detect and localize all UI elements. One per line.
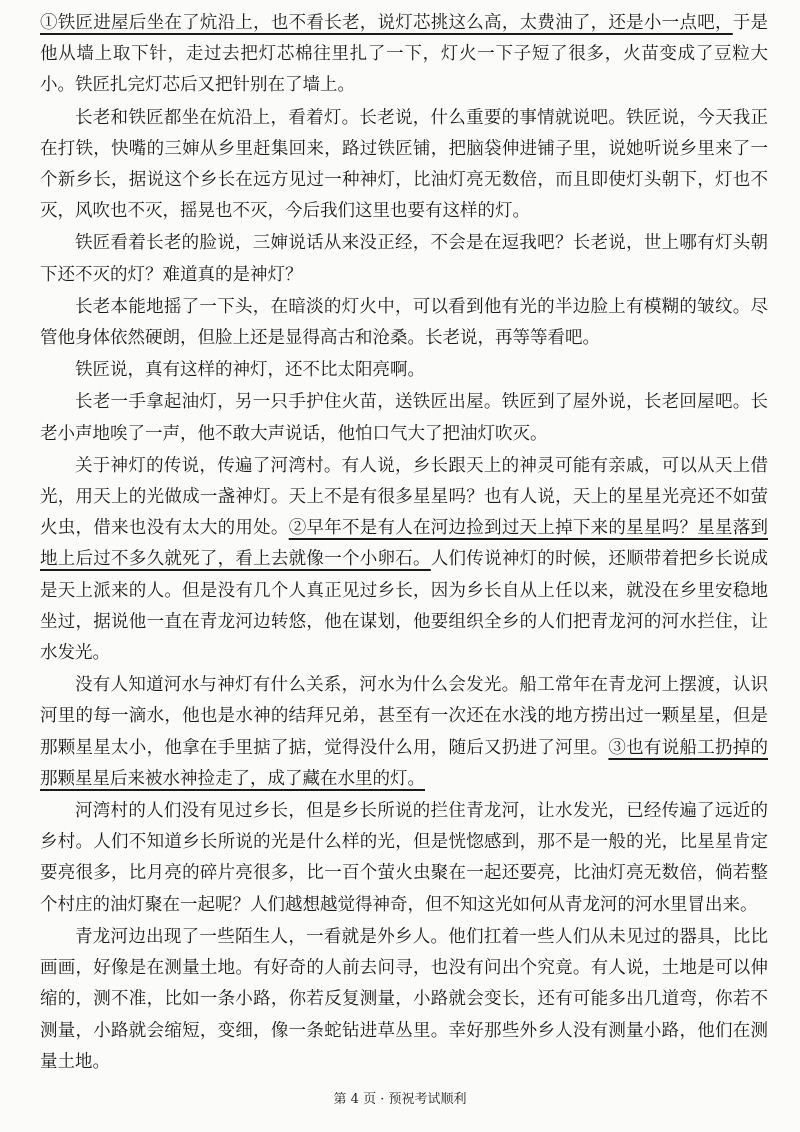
page-footer: 第 4 页 · 预祝考试顺利 xyxy=(333,1092,467,1107)
article-body xyxy=(40,8,768,1079)
text-span: 长老和铁匠都坐在炕沿上，看着灯。长老说，什么重要的事情就说吧。铁匠说，今天我正在打铁，快嘴的三婶从乡里赶集回来，路过铁匠铺，把脑袋伸进铺子里，说她听说乡里来了一个新乡长，据说这个乡长在远方见过一种神灯，比油灯亮无数倍，而且即使灯头朝下，灯也不灭，风吹也不灭，摇晃也不灭，今后我们这里也要有这样的灯。 xyxy=(40,107,768,222)
underlined-sentence: ②早年不是有人在河边捡到过天上掉下来的星星吗？星星落到地上后过不多久就死了，看上去就像一个小卵石。 xyxy=(40,518,769,570)
paragraph xyxy=(40,922,768,1078)
text-span: 关于神灯的传说，传遍了河湾村。有人说，乡长跟天上的神灵可能有亲戚，可以从天上借光，用天上的光做成一盏神灯。天上不是有很多星星吗？也有人说，天上的星星光亮还不如萤火虫，借来也没有太大的用处。 xyxy=(40,455,768,539)
paragraph xyxy=(40,451,768,669)
paragraph xyxy=(40,228,768,290)
text-span: 没有人知道河水与神灯有什么关系，河水为什么会发光。船工常年在青龙河上摆渡，认识河里的每一滴水，他也是水神的结拜兄弟，甚至有一次还在水浅的地方捞出过一颗星星，但是那颗星星太小，他拿在手里掂了掂，觉得没什么用，随后又扔进了河里。 xyxy=(40,675,768,758)
paragraph xyxy=(40,387,768,449)
text-span: 铁匠说，真有这样的神灯，还不比太阳亮啊。 xyxy=(75,360,425,381)
text-span: 长老一手拿起油灯，另一只手护住火苗，送铁匠出屋。铁匠到了屋外说，长老回屋吧。长老小声地唉了一声，他不敢大声说话，他怕口气大了把油灯吹灭。 xyxy=(40,392,768,444)
text-span: 人们传说神灯的时候，还顺带着把乡长说成是天上派来的人。但是没有几个人真正见过乡长，因为乡长自从上任以来，就没在乡里安稳地坐过，据说他一直在青龙河边转悠，他在谋划，他要组织全乡的人们把青龙河的河水拦住，让水发光。 xyxy=(40,549,769,664)
text-span: 河湾村的人们没有见过乡长，但是乡长所说的拦住青龙河，让水发光，已经传遍了远近的乡村。人们不知道乡长所说的光是什么样的光，但是恍惚感到，那不是一般的光，比星星肯定要亮很多，比月亮的碎片亮很多，比一百个萤火虫聚在一起还要亮，比油灯亮无数倍，倘若整个村庄的油灯聚在一起呢？人们越想越觉得神奇，但不知这光如何从青龙河的河水里冒出来。 xyxy=(40,801,768,915)
paragraph xyxy=(40,796,768,921)
text-span: 长老本能地摇了一下头，在暗淡的灯火中，可以看到他有光的半边脸上有模糊的皱纹。尽管他身体依然硬朗，但脸上还是显得高古和沧桑。长老说，再等等看吧。 xyxy=(40,296,768,349)
paragraph xyxy=(40,8,768,102)
underlined-sentence: ①铁匠进屋后坐在了炕沿上，也不看长老，说灯芯挑这么高，太费油了，还是小一点吧， xyxy=(40,13,733,33)
text-span: 于是他从墙上取下针，走过去把灯芯棉往里扎了一下，灯火一下子短了很多，火苗变成了豆粒大小。铁匠扎完灯芯后又把针别在了墙上。 xyxy=(40,13,768,96)
underlined-sentence: ③也有说船工扔掉的那颗星星后来被水神捡走了，成了藏在水里的灯。 xyxy=(40,737,769,789)
text-span: 铁匠看着长老的脸说，三婶说话从来没正经，不会是在逗我吧？长老说，世上哪有灯头朝下还不灭的灯？难道真的是神灯？ xyxy=(40,233,768,285)
text-span: 青龙河边出现了一些陌生人，一看就是外乡人。他们扛着一些人们从未见过的器具，比比画画，好像是在测量土地。有好奇的人前去问寻，也没有问出个究竟。有人说，土地是可以伸缩的，测不准，比如一条小路，你若反复测量，小路就会变长，还有可能多出几道弯，你若不测量，小路就会缩短，变细，像一条蛇钻进草丛里。幸好那些外乡人没有测量小路，他们在测量土地。 xyxy=(40,926,768,1072)
paragraph xyxy=(40,355,768,386)
paragraph xyxy=(40,670,768,795)
paragraph xyxy=(40,292,768,354)
paragraph xyxy=(40,103,768,228)
